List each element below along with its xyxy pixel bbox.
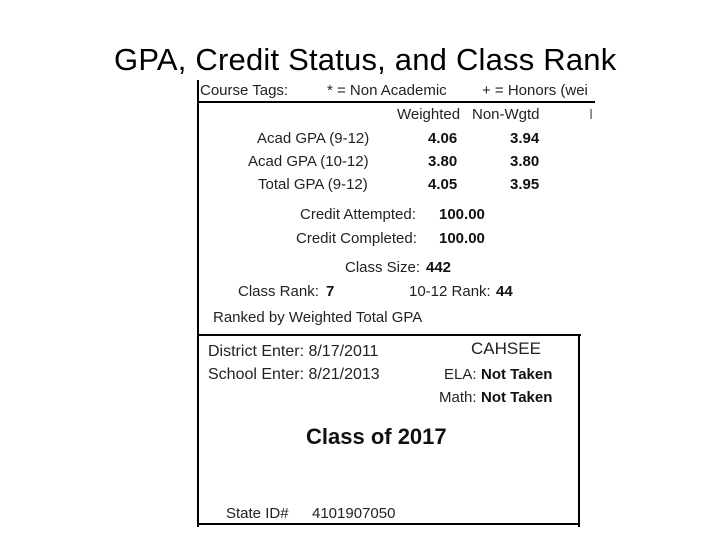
class-rank-label: Class Rank:: [238, 283, 319, 300]
gpa-nonweighted-value: 3.80: [510, 153, 540, 170]
cahsee-ela-value: Not Taken: [481, 366, 553, 383]
class-rank-value: 7: [326, 283, 335, 300]
honors-tag: + = Honors (wei: [482, 82, 588, 99]
state-id-value: 4101907050: [312, 505, 396, 522]
state-id-label: State ID#: [226, 505, 289, 522]
gpa-row-label: Acad GPA (10-12): [248, 153, 369, 170]
transcript-excerpt: [195, 80, 595, 527]
cahsee-math-label: Math:: [439, 389, 477, 406]
class-size-value: 442: [426, 259, 452, 276]
gpa-row-label: Acad GPA (9-12): [257, 130, 370, 147]
cahsee-title: CAHSEE: [471, 339, 541, 358]
course-tags-label: Course Tags:: [200, 82, 289, 99]
class-of-year: Class of 2017: [306, 424, 447, 449]
credit-completed-label: Credit Completed:: [296, 230, 417, 247]
gpa-weighted-value: 4.05: [428, 176, 458, 193]
slide-title: GPA, Credit Status, and Class Rank: [114, 42, 617, 77]
rank-10-12-label: 10-12 Rank:: [409, 283, 491, 300]
bottom-border: [197, 523, 580, 525]
nonweighted-column-header: Non-Wgtd: [472, 106, 540, 123]
gpa-weighted-value: 4.06: [428, 130, 458, 147]
gpa-nonweighted-value: 3.95: [510, 176, 540, 193]
left-border: [197, 80, 199, 527]
class-size-label: Class Size:: [345, 259, 421, 276]
header-divider: [197, 101, 595, 103]
gpa-nonweighted-value: 3.94: [510, 130, 540, 147]
credit-attempted-value: 100.00: [439, 206, 485, 223]
side-mark: I: [589, 106, 594, 123]
weighted-column-header: Weighted: [397, 106, 461, 123]
non-academic-tag: * = Non Academic: [327, 82, 447, 99]
right-border-lower: [578, 334, 580, 527]
credit-completed-value: 100.00: [439, 230, 485, 247]
ranked-by-note: Ranked by Weighted Total GPA: [213, 309, 423, 326]
cahsee-ela-label: ELA:: [444, 366, 477, 383]
gpa-weighted-value: 3.80: [428, 153, 458, 170]
cahsee-math-value: Not Taken: [481, 389, 553, 406]
school-enter-date: School Enter: 8/21/2013: [208, 366, 380, 383]
section-divider: [197, 334, 581, 336]
district-enter-date: District Enter: 8/17/2011: [208, 343, 379, 360]
rank-10-12-value: 44: [496, 283, 513, 300]
credit-attempted-label: Credit Attempted:: [300, 206, 416, 223]
gpa-row-label: Total GPA (9-12): [258, 176, 368, 193]
